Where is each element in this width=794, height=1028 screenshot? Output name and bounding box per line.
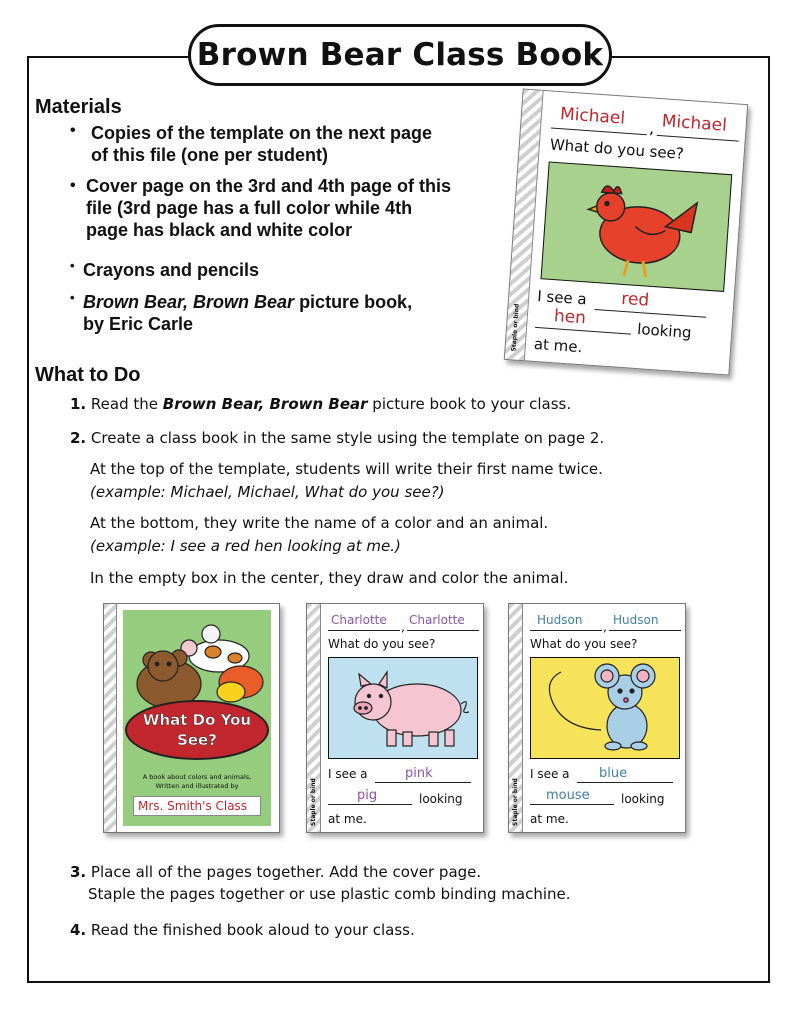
cover-panel <box>123 610 271 826</box>
bullet-icon: • <box>70 290 75 305</box>
step-number: 1. <box>70 395 87 413</box>
name-line <box>407 630 479 631</box>
step-number: 2. <box>70 429 87 447</box>
question-text: What do you see? <box>530 637 638 651</box>
step-text: Read the <box>90 395 163 413</box>
comma: , <box>603 620 607 634</box>
page-title: Brown Bear Class Book <box>196 37 604 73</box>
materials-item-crayons: Crayons and pencils <box>83 260 260 280</box>
sample-page-hen <box>504 88 748 375</box>
cover-desc-line: Written and illustrated by <box>155 782 239 790</box>
student-name-2: Hudson <box>613 613 659 627</box>
step-text: picture book to your class. <box>367 395 572 413</box>
step-text: Create a class book in the same style using the template on page 2. <box>90 429 605 447</box>
drawing-box <box>530 657 680 759</box>
i-see-a-text: I see a <box>328 767 368 781</box>
bullet-icon: • <box>70 122 76 139</box>
color-word: pink <box>405 766 433 781</box>
student-name-2: Charlotte <box>409 613 465 627</box>
hen-illustration <box>541 163 733 294</box>
materials-item-cover <box>86 175 451 241</box>
animal-line <box>530 804 614 805</box>
book-title: Brown Bear, Brown Bear <box>83 292 295 312</box>
sample-page-pig <box>306 603 484 833</box>
name-line <box>328 630 400 631</box>
cover-page <box>103 603 280 833</box>
cover-desc-line: A book about colors and animals, <box>142 773 252 781</box>
animal-word: pig <box>357 788 378 803</box>
cover-title-line: What Do You <box>142 711 252 729</box>
spine-label: Staple or bind <box>510 303 521 352</box>
at-me-text: at me. <box>328 812 367 826</box>
color-word: blue <box>599 766 628 781</box>
cover-description <box>123 773 271 791</box>
step-4 <box>70 920 415 940</box>
spine-label: Staple or bind <box>512 778 519 826</box>
student-name-1: Hudson <box>537 613 583 627</box>
looking-text: looking <box>419 792 463 806</box>
color-line <box>577 782 673 783</box>
title-banner <box>188 24 612 86</box>
step-text: Read the finished book aloud to your class. <box>90 921 415 939</box>
staple-spine <box>104 604 117 832</box>
materials-item-line: Copies of the template on the next page <box>91 123 433 143</box>
step-text: Place all of the pages together. Add the cover page. <box>90 863 482 881</box>
materials-item-copies <box>91 122 432 166</box>
drawing-box <box>328 657 478 759</box>
color-line <box>594 309 706 318</box>
materials-item-book <box>83 291 412 335</box>
color-word: red <box>620 288 650 311</box>
step-number: 4. <box>70 921 87 939</box>
example-1: (example: Michael, Michael, What do you see?) <box>90 483 445 501</box>
question-text: What do you see? <box>549 135 685 163</box>
bullet-icon: • <box>70 177 76 194</box>
sample-page-mouse <box>508 603 686 833</box>
animal-word: hen <box>553 306 587 329</box>
name-line <box>657 135 739 142</box>
materials-item-line: by Eric Carle <box>83 314 194 334</box>
at-me-text: at me. <box>533 334 583 357</box>
cover-title-line: See? <box>177 731 217 749</box>
animal-word: mouse <box>546 788 590 803</box>
pig-illustration <box>329 658 479 760</box>
name-line <box>530 630 602 631</box>
at-me-text: at me. <box>530 812 569 826</box>
cover-title <box>123 710 271 750</box>
step-1 <box>70 394 571 414</box>
i-see-a-text: I see a <box>536 286 588 309</box>
step-3 <box>70 862 571 904</box>
comma: , <box>401 620 405 634</box>
class-name-box <box>133 796 261 816</box>
comma: , <box>648 118 656 138</box>
animal-line <box>328 804 412 805</box>
student-name-2: Michael <box>661 111 728 136</box>
class-name: Mrs. Smith's Class <box>138 799 248 813</box>
step-2-detail-2: At the bottom, they write the name of a color and an animal. <box>90 514 549 532</box>
student-name-1: Michael <box>559 104 626 129</box>
bullet-icon: • <box>70 258 75 273</box>
i-see-a-text: I see a <box>530 767 570 781</box>
spine-label: Staple or bind <box>310 778 317 826</box>
step-2 <box>70 428 604 448</box>
step-2-detail-3: In the empty box in the center, they draw and color the animal. <box>90 569 569 587</box>
materials-heading: Materials <box>35 96 122 118</box>
looking-text: looking <box>621 792 665 806</box>
materials-item-line: of this file (one per student) <box>91 145 328 165</box>
step-text: Staple the pages together or use plastic comb binding machine. <box>88 885 571 903</box>
student-name-1: Charlotte <box>331 613 387 627</box>
example-2: (example: I see a red hen looking at me.) <box>90 537 401 555</box>
materials-item-line: picture book, <box>294 292 413 312</box>
materials-item-line: Cover page on the 3rd and 4th page of this <box>86 176 452 196</box>
mouse-illustration <box>531 658 681 760</box>
name-line <box>609 630 681 631</box>
question-text: What do you see? <box>328 637 436 651</box>
materials-item-line: page has black and white color <box>86 220 353 240</box>
step-2-detail-1: At the top of the template, students will write their first name twice. <box>90 460 603 478</box>
step-number: 3. <box>70 863 87 881</box>
color-line <box>375 782 471 783</box>
name-line <box>551 128 647 136</box>
book-title: Brown Bear, Brown Bear <box>162 395 368 413</box>
materials-item-line: file (3rd page has a full color while 4th <box>86 198 413 218</box>
drawing-box <box>541 161 733 292</box>
what-to-do-heading: What to Do <box>35 364 141 386</box>
looking-text: looking <box>636 320 693 342</box>
